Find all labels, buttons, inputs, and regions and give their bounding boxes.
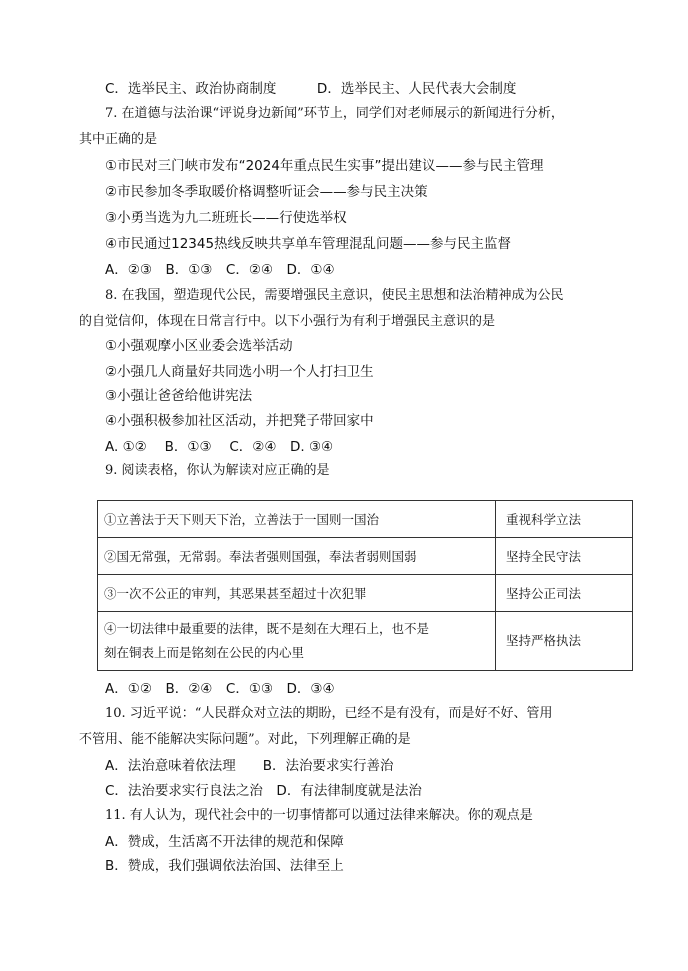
table-cell-quote: ②国无常强，无常弱。奉法者强则国强，奉法者弱则国弱 — [98, 538, 496, 575]
q8-stem-line2: 的自觉信仰，体现在日常言行中。以下小强行为有利于增强民主意识的是 — [79, 314, 496, 329]
table-cell-label: 重视科学立法 — [496, 501, 633, 538]
q10-stem-line2: 不管用、能不能解决实际问题”。对此，下列理解正确的是 — [79, 732, 411, 747]
q7-option-4: ④市民通过12345热线反映共享单车管理混乱问题——参与民主监督 — [105, 236, 512, 252]
q8-stem-line1: 8. 在我国，塑造现代公民，需要增强民主意识，使民主思想和法治精神成为公民 — [105, 288, 564, 303]
q8-option-1: ①小强观摩小区业委会选举活动 — [105, 338, 293, 354]
q11-option-b: B．赞成，我们强调依法治国、法律至上 — [105, 858, 344, 874]
q11-option-a: A．赞成，生活离不开法律的规范和保障 — [105, 834, 344, 850]
q8-option-3: ③小强让爸爸给他讲宪法 — [105, 388, 253, 404]
q9-answer-choices: A．①② B．②④ C．①③ D．③④ — [105, 681, 335, 697]
q10-options-row1: A．法治意味着依法理 B．法治要求实行善治 — [105, 758, 394, 774]
table-row — [98, 501, 633, 538]
table-cell-quote-line1: ④一切法律中最重要的法律，既不是刻在大理石上，也不是 — [104, 621, 430, 636]
q8-answer-choices: A. ①② B．①③ C．②④ D. ③④ — [105, 439, 334, 455]
table-cell-quote: ①立善法于天下则天下治，立善法于一国则一国治 — [98, 501, 496, 538]
table-row — [98, 612, 633, 671]
table-row — [98, 538, 633, 575]
q7-option-1: ①市民对三门峡市发布“2024年重点民生实事”提出建议——参与民主管理 — [105, 158, 544, 174]
q11-stem: 11. 有人认为，现代社会中的一切事情都可以通过法律来解决。你的观点是 — [105, 808, 533, 823]
q7-stem-line2: 其中正确的是 — [79, 132, 158, 147]
q7-stem-line1: 7. 在道德与法治课“评说身边新闻”环节上，同学们对老师展示的新闻进行分析， — [105, 106, 564, 121]
table-row — [98, 575, 633, 612]
q10-stem-line1: 10. 习近平说：“人民群众对立法的期盼，已经不是有没有，而是好不好、管用 — [105, 706, 553, 721]
table-cell-quote — [98, 612, 496, 671]
q9-stem: 9. 阅读表格，你认为解读对应正确的是 — [105, 463, 330, 478]
q6-option-line: C．选举民主、政治协商制度 D．选举民主、人民代表大会制度 — [105, 81, 517, 97]
q7-option-3: ③小勇当选为九二班班长——行使选举权 — [105, 210, 347, 226]
table-cell-quote-line2: 刻在铜表上而是铭刻在公民的内心里 — [104, 645, 305, 660]
q10-options-row2: C．法治要求实行良法之治 D．有法律制度就是法治 — [105, 783, 422, 799]
table-cell-quote: ③一次不公正的审判，其恶果甚至超过十次犯罪 — [98, 575, 496, 612]
q8-option-2: ②小强几人商量好共同选小明一个人打扫卫生 — [105, 364, 374, 380]
q7-answer-choices: A．②③ B．①③ C．②④ D．①④ — [105, 262, 335, 278]
table-cell-label: 坚持严格执法 — [496, 612, 633, 671]
q9-table — [97, 500, 633, 671]
q8-option-4: ④小强积极参加社区活动，并把凳子带回家中 — [105, 413, 374, 429]
table-cell-label: 坚持公正司法 — [496, 575, 633, 612]
q7-option-2: ②市民参加冬季取暖价格调整听证会——参与民主决策 — [105, 184, 428, 200]
table-cell-label: 坚持全民守法 — [496, 538, 633, 575]
